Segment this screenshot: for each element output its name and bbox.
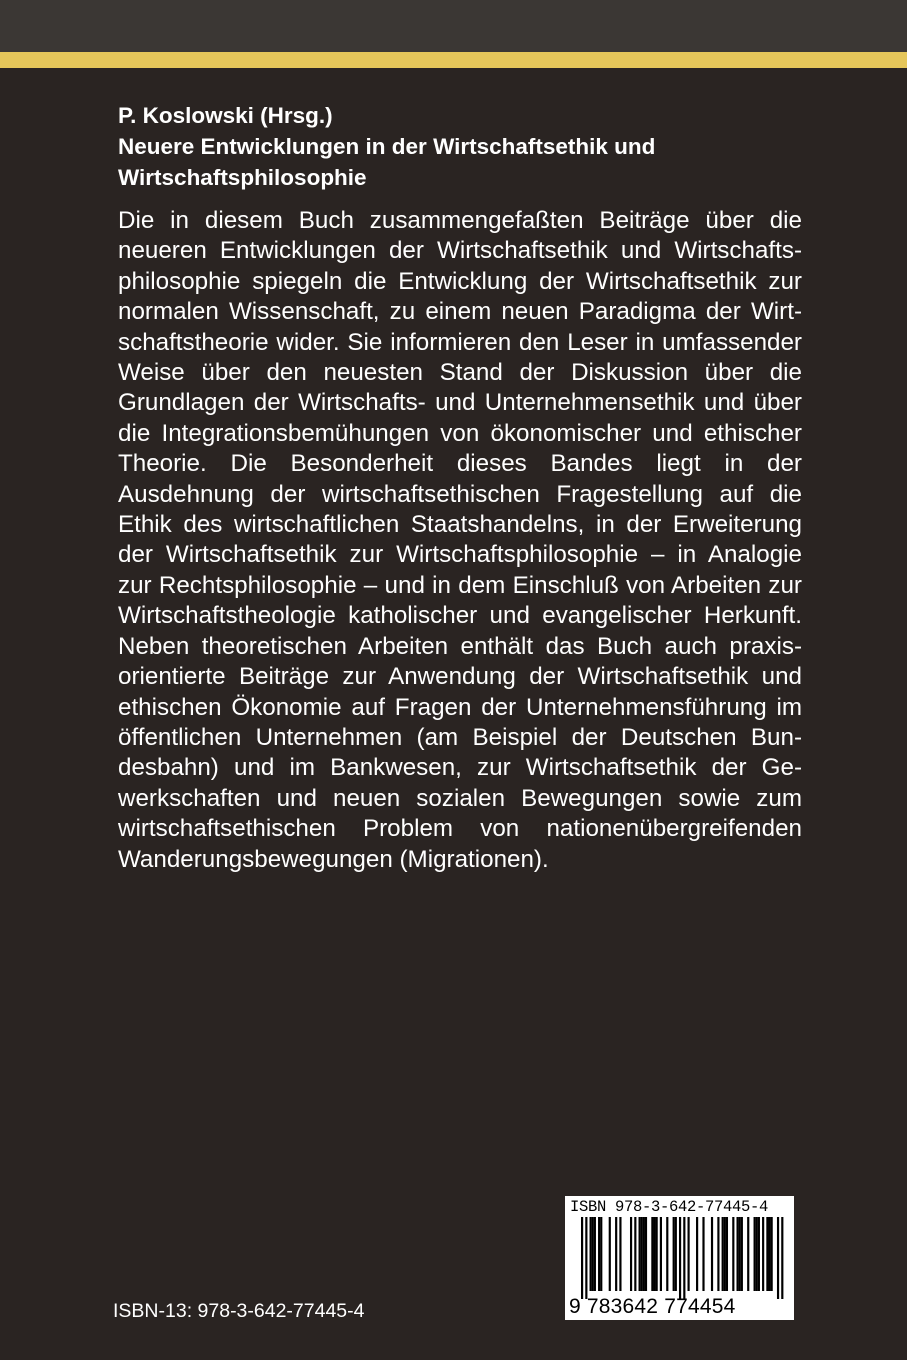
barcode-bar — [771, 1217, 773, 1291]
barcode-bar — [756, 1217, 758, 1291]
barcode-bar — [660, 1217, 662, 1291]
barcode-bar — [741, 1217, 743, 1291]
barcode-bar — [747, 1217, 749, 1291]
barcode-bar — [758, 1217, 760, 1291]
barcode-bar — [726, 1217, 728, 1291]
barcode-bar — [768, 1217, 770, 1291]
barcode-label — [565, 1196, 794, 1320]
book-description: Die in diesem Buch zusammengefaßten Beiträge über die neueren Entwicklungen der Wirtschaftsethik und Wirtschaftsphilosophie spiegeln die Entwicklung der Wirtschaftsethik zur normalen Wissenschaft, zu einem neuen Paradigma der Wirtschaftstheorie wider. Sie informieren den Leser in umfassender Weise über den neuesten Stand der Diskussion über die Grundlagen der Wirtschafts- und Unternehmensethik und über die Integrationsbemühungen von ökonomischer und ethischer Theorie. Die Besonderheit dieses Bandes liegt in der Ausdehnung der wirtschaftsethischen Fragestellung auf die Ethik des wirtschaftlichen Staatshandelns, in der Erweiterung der Wirtschaftsethik zur Wirtschaftsphilosophie – in Analogie zur Rechtsphilosophie – und in dem Einschluß von Arbeiten zur Wirtschaftstheologie katholischer und evangelischer Herkunft. Neben theoretischen Arbeiten enthält das Buch auch praxisorientierte Beiträge zur Anwendung der Wirtschaftsethik und ethischen Ökonomie auf Fragen der Unternehmensführung im öffentlichen Unternehmen (am Beispiel der Deutschen Bundesbahn) und im Bankwesen, zur Wirtschaftsethik der Gewerkschaften und neuen sozialen Bewegungen sowie zum wirtschaftsethischen Problem von nationenübergreifenden Wanderungsbewegungen (Migrationen). — [118, 207, 802, 873]
book-title-line-1: Neuere Entwicklungen in der Wirtschaftsethik und — [118, 134, 656, 159]
barcode-bar — [766, 1217, 768, 1291]
barcode-bar — [600, 1217, 602, 1291]
barcode-digits: 9 783642 774454 — [569, 1295, 736, 1318]
barcode-bar — [679, 1217, 681, 1299]
barcode-bar — [711, 1217, 713, 1291]
barcode-bar — [673, 1217, 675, 1291]
barcode-bar — [581, 1217, 583, 1299]
barcode-bar — [696, 1217, 698, 1291]
barcode-bar — [619, 1217, 621, 1291]
barcode-bars — [565, 1217, 794, 1299]
barcode-bar — [615, 1217, 617, 1291]
barcode-bar — [585, 1217, 587, 1299]
barcode-bar — [598, 1217, 600, 1291]
isbn-footer: ISBN-13: 978-3-642-77445-4 — [113, 1300, 365, 1322]
barcode-bar — [651, 1217, 653, 1291]
barcode-bar — [683, 1217, 685, 1299]
barcode-bar — [781, 1217, 783, 1299]
book-title-line-2: Wirtschaftsphilosophie — [118, 165, 367, 190]
barcode-bar — [777, 1217, 779, 1299]
top-band — [0, 0, 907, 52]
barcode-bar — [630, 1217, 632, 1291]
barcode-bar — [722, 1217, 724, 1291]
barcode-bar — [739, 1217, 741, 1291]
barcode-bar — [724, 1217, 726, 1291]
barcode-bar — [592, 1217, 594, 1291]
barcode-bar — [609, 1217, 611, 1291]
barcode-bar — [590, 1217, 592, 1291]
barcode-bar — [675, 1217, 677, 1291]
barcode-bar — [639, 1217, 641, 1291]
editor-name: P. Koslowski (Hrsg.) — [118, 103, 333, 128]
barcode-bar — [641, 1217, 643, 1291]
barcode-bar — [653, 1217, 655, 1291]
barcode-bar — [634, 1217, 636, 1291]
barcode-bar — [594, 1217, 596, 1291]
barcode-bar — [736, 1217, 738, 1291]
barcode-bar — [643, 1217, 645, 1291]
barcode-bar — [732, 1217, 734, 1291]
barcode-isbn-text: ISBN 978-3-642-77445-4 — [570, 1198, 769, 1216]
accent-stripe — [0, 52, 907, 68]
barcode-bar — [666, 1217, 668, 1291]
barcode-bar — [688, 1217, 690, 1291]
barcode-bar — [702, 1217, 704, 1291]
barcode-bar — [762, 1217, 764, 1291]
barcode-bar — [717, 1217, 719, 1291]
book-header — [118, 100, 808, 193]
barcode-bar — [656, 1217, 658, 1291]
barcode-bar — [645, 1217, 647, 1291]
barcode-bar — [754, 1217, 756, 1291]
